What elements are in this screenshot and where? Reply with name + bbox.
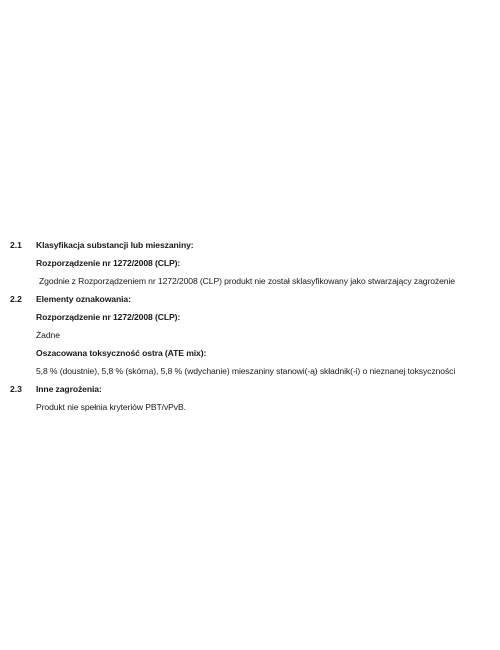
section-heading: Klasyfikacja substancji lub mieszaniny: xyxy=(36,240,194,250)
section-subheading: Rozporządzenie nr 1272/2008 (CLP): xyxy=(36,258,181,268)
section-number: 2.2 xyxy=(10,294,22,304)
section-heading: Elementy oznakowania: xyxy=(36,294,131,304)
section-text: Produkt nie spełnia kryteriów PBT/vPvB. xyxy=(36,402,186,412)
section-text: 5,8 % (doustnie), 5,8 % (skórna), 5,8 % (wdychanie) mieszaniny stanowi(-ą) składnik(-i) o nieznanej toksyczności xyxy=(36,366,456,376)
section-heading: Inne zagrożenia: xyxy=(36,384,102,394)
section-text: Żadne xyxy=(36,330,60,340)
section-text: Zgodnie z Rozporządzeniem nr 1272/2008 (CLP) produkt nie został sklasyfikowany jako stwarzający zagrożenie xyxy=(39,276,455,286)
section-subheading: Rozporządzenie nr 1272/2008 (CLP): xyxy=(36,312,181,322)
section-number: 2.3 xyxy=(10,384,22,394)
section-subheading: Oszacowana toksyczność ostra (ATE mix): xyxy=(36,348,207,358)
section-number: 2.1 xyxy=(10,240,22,250)
